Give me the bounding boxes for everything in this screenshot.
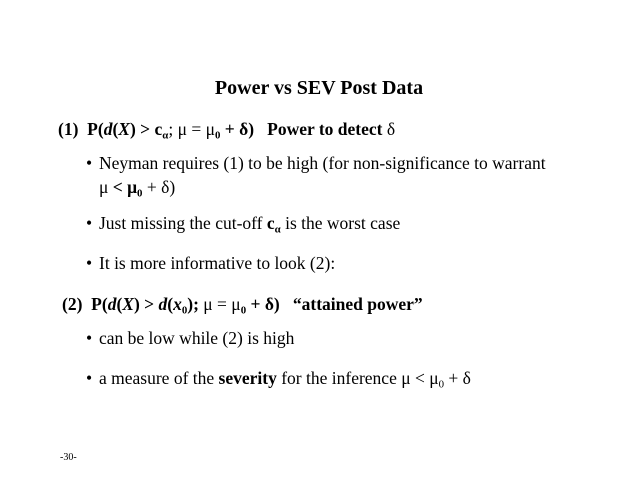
bullet-low-text: can be low while (2) is high [99, 328, 295, 348]
bullet-informative-text: It is more informative to look (2): [99, 253, 336, 273]
bullet-dot: • [86, 253, 93, 273]
definition-2 [62, 293, 423, 315]
bullet-severity-bold: severity [218, 368, 277, 388]
bullet-text [99, 151, 549, 199]
def1-number: (1) [58, 119, 79, 139]
def2-sub0a: 0 [181, 304, 188, 317]
definition-1 [58, 118, 395, 140]
def1-mu: ; μ = μ [168, 119, 215, 139]
bullet-neyman-tail: + δ) [142, 177, 176, 197]
bullet-severity-sub0: 0 [438, 378, 445, 391]
def2-xsmall: x [173, 294, 182, 314]
def1-alpha: α [162, 129, 169, 142]
bullet-severity-text: a measure of the [99, 368, 219, 388]
def1-p: P( [87, 119, 104, 139]
bullet-neyman-lt: < μ [108, 177, 138, 197]
def2-mu: μ = μ [198, 294, 241, 314]
page-number: -30- [60, 452, 77, 463]
bullet-dot: • [86, 153, 93, 173]
def2-d2: d [158, 294, 168, 314]
slide-title: Power vs SEV Post Data [214, 77, 424, 99]
bullet-dot: • [86, 213, 93, 233]
bullet-dot: • [86, 328, 93, 348]
bullet-neyman-sub0: 0 [137, 187, 143, 200]
def2-tail: “attained power” [292, 294, 423, 314]
def1-open: ( [112, 119, 119, 139]
def1-rest: + δ) [220, 119, 255, 139]
def1-gt: ) > c [129, 119, 163, 139]
def1-sub0: 0 [214, 129, 221, 142]
def2-rest: + δ) [246, 294, 280, 314]
def1-tail: Power to detect [267, 119, 383, 139]
def2-x: X [122, 294, 134, 314]
bullet-cutoff-alpha: α [274, 223, 281, 236]
bullet-text [99, 326, 549, 350]
bullet-neyman-text: Neyman requires (1) to be high (for non-significance to warrant μ [99, 153, 546, 197]
def1-delta: δ [386, 119, 396, 139]
def2-open2: ( [167, 294, 174, 314]
bullet-cutoff-tail: is the worst case [280, 213, 401, 233]
bullet-severity-mid: for the inference μ < μ [276, 368, 439, 388]
def2-open: ( [116, 294, 123, 314]
bullet-dot: • [86, 368, 93, 388]
def2-d: d [107, 294, 117, 314]
def2-number: (2) [62, 294, 83, 314]
def2-gt: ) > [133, 294, 159, 314]
bullet-text [99, 251, 549, 275]
def1-x: X [118, 119, 130, 139]
bullet-cutoff-c: c [266, 213, 275, 233]
bullet-cutoff-text: Just missing the cut-off [99, 213, 267, 233]
def2-p: P( [91, 294, 108, 314]
bullet-text [99, 211, 549, 235]
bullet-text [99, 366, 549, 390]
def1-d: d [103, 119, 113, 139]
bullet-severity-tail: + δ [444, 368, 471, 388]
def2-close: ); [187, 294, 199, 314]
def2-sub0: 0 [240, 304, 247, 317]
